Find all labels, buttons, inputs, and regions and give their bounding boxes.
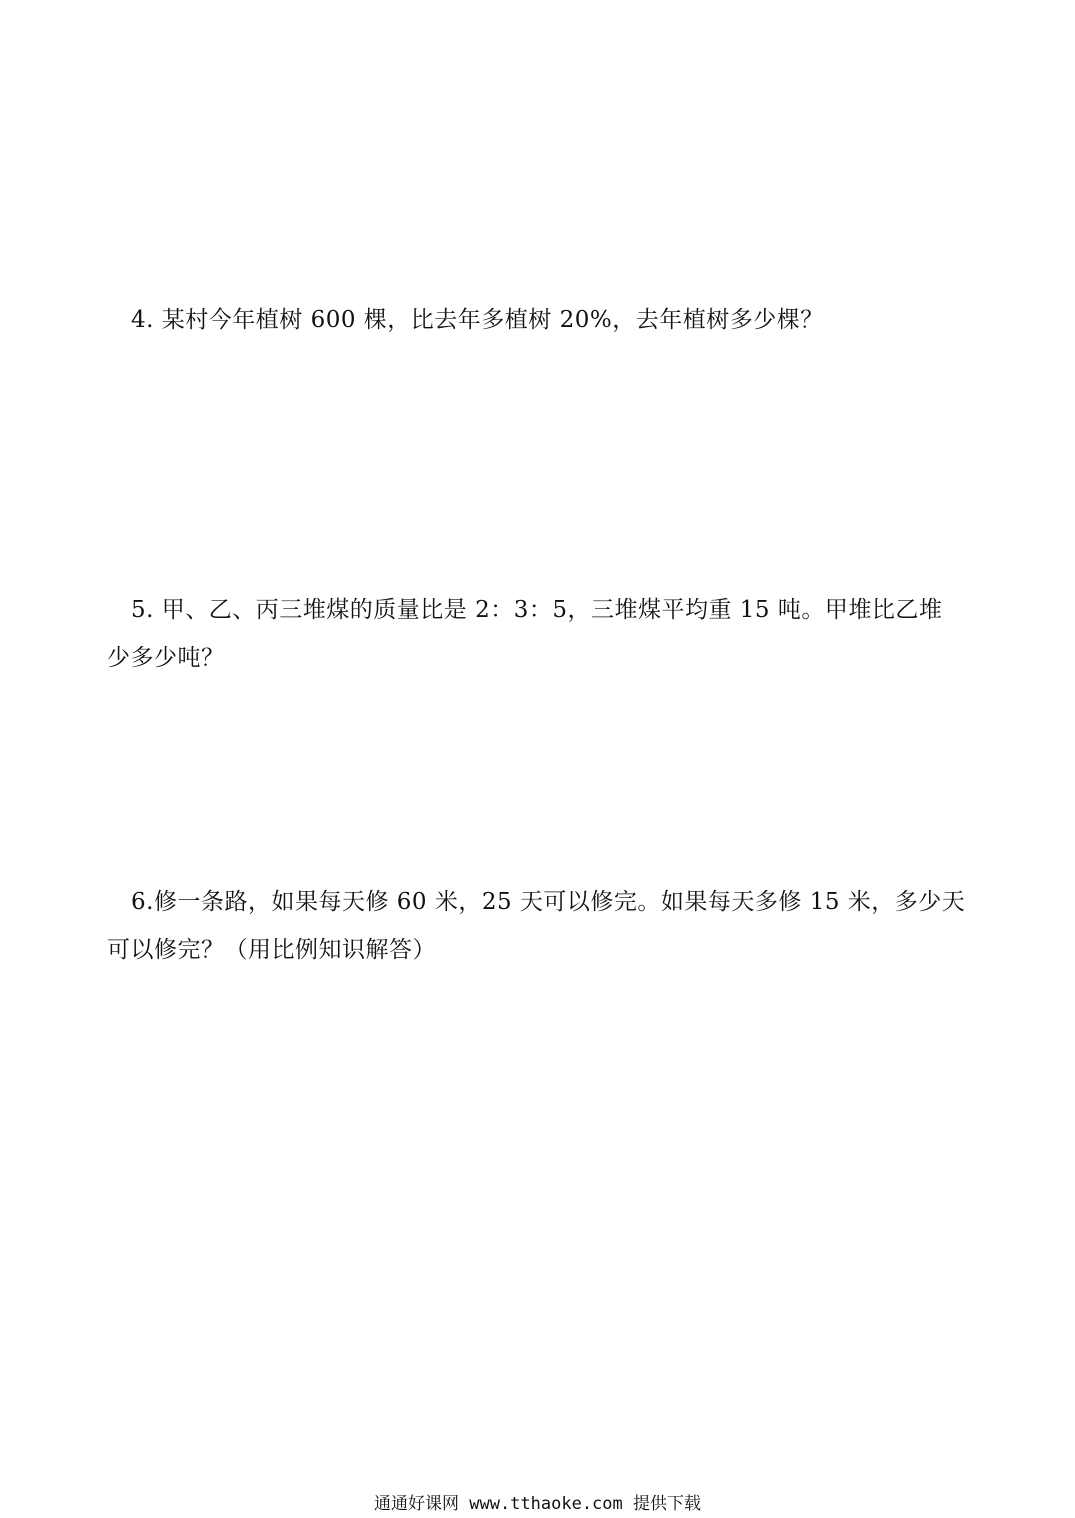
page-footer: 通通好课网 www.tthaoke.com 提供下载	[374, 1494, 701, 1514]
question-6	[107, 878, 987, 974]
question-4-line-1: 4. 某村今年植树 600 棵，比去年多植树 20%，去年植树多少棵？	[131, 307, 824, 333]
question-6-line-2: 可以修完？（用比例知识解答）	[107, 937, 436, 963]
question-5-line-1: 5. 甲、乙、丙三堆煤的质量比是 2：3：5，三堆煤平均重 15 吨。甲堆比乙堆	[131, 597, 943, 623]
question-4	[107, 296, 987, 344]
question-6-line-1: 6.修一条路，如果每天修 60 米，25 天可以修完。如果每天多修 15 米，多少天	[131, 889, 966, 915]
question-5	[107, 586, 987, 682]
question-5-line-2: 少多少吨？	[107, 645, 225, 671]
